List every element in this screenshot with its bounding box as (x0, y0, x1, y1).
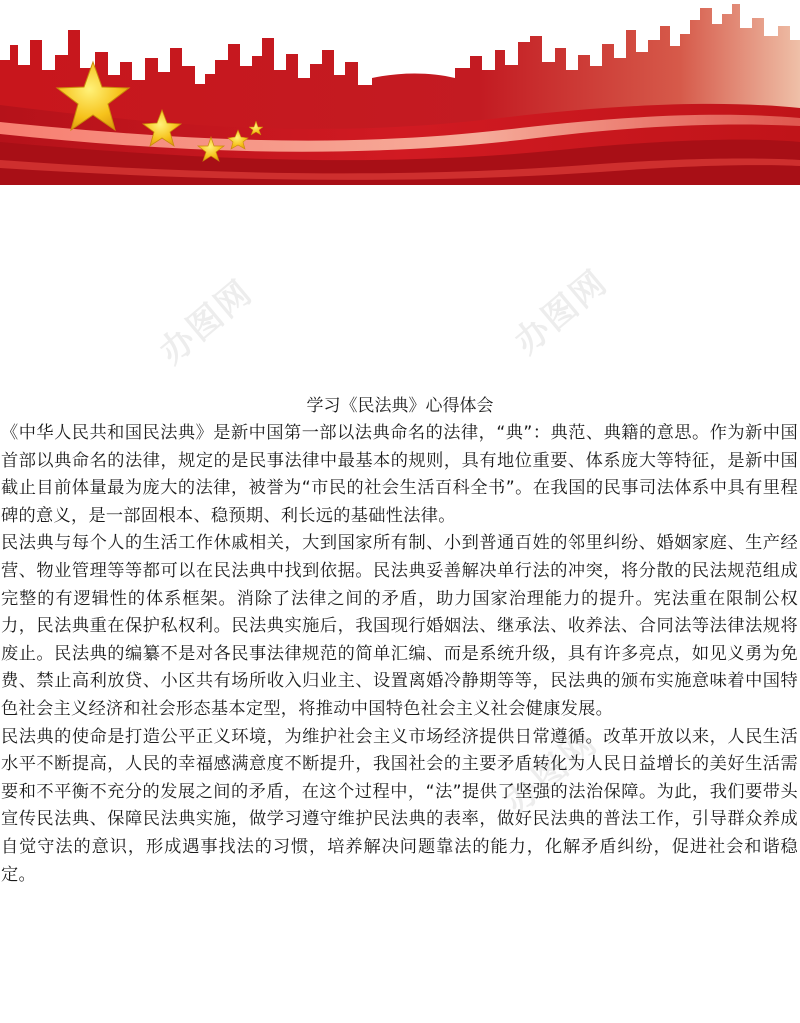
header-banner (0, 0, 800, 185)
article-paragraph-3: 民法典的使命是打造公平正义环境，为维护社会主义市场经济提供日常遵循。改革开放以来，人民生活水平不断提高，人民的幸福感满意度不断提升，我国社会的主要矛盾转化为人民日益增长的美好生活需要和不平衡不充分的发展之间的矛盾，在这个过程中，“法”提供了坚强的法治保障。为此，我们要带头宣传民法典、保障民法典实施，做学习遵守维护民法典的表率，做好民法典的普法工作，引导群众养成自觉守法的意识，形成遇事找法的习惯，培养解决问题靠法的能力，化解矛盾纠纷，促进社会和谐稳定。 (1, 726, 798, 885)
watermark-text: 办图网 (152, 272, 261, 373)
article-title: 学习《民法典》心得体会 (306, 396, 494, 416)
article-paragraph-1: 《中华人民共和国民法典》是新中国第一部以法典命名的法律，“典”：典范、典籍的意思。作为新中国首部以典命名的法律，规定的是民事法律中最基本的规则，具有地位重要、体系庞大等特征，是新中国截止目前体量最为庞大的法律，被誉为“市民的社会生活百科全书”。在我国的民事司法体系中具有里程碑的意义，是一部固根本、稳预期、利长远的基础性法律。 (1, 423, 798, 526)
article (0, 392, 800, 889)
article-paragraph-2: 民法典与每个人的生活工作休戚相关，大到国家所有制、小到普通百姓的邻里纠纷、婚姻家庭、生产经营、物业管理等等都可以在民法典中找到依据。民法典妥善解决单行法的冲突，将分散的民法规范组成完整的有逻辑性的体系框架。消除了法律之间的矛盾，助力国家治理能力的提升。宪法重在限制公权力，民法典重在保护私权利。民法典实施后，我国现行婚姻法、继承法、收养法、合同法等法律法规将废止。民法典的编纂不是对各民事法律规范的简单汇编、而是系统升级，具有许多亮点，如见义勇为免费、禁止高利放贷、小区共有场所收入归业主、设置离婚冷静期等等，民法典的颁布实施意味着中国特色社会主义经济和社会形态基本定型，将推动中国特色社会主义社会健康发展。 (1, 533, 798, 719)
watermark-text: 办图网 (507, 262, 616, 363)
watermark-text: 办图网 (497, 722, 606, 823)
